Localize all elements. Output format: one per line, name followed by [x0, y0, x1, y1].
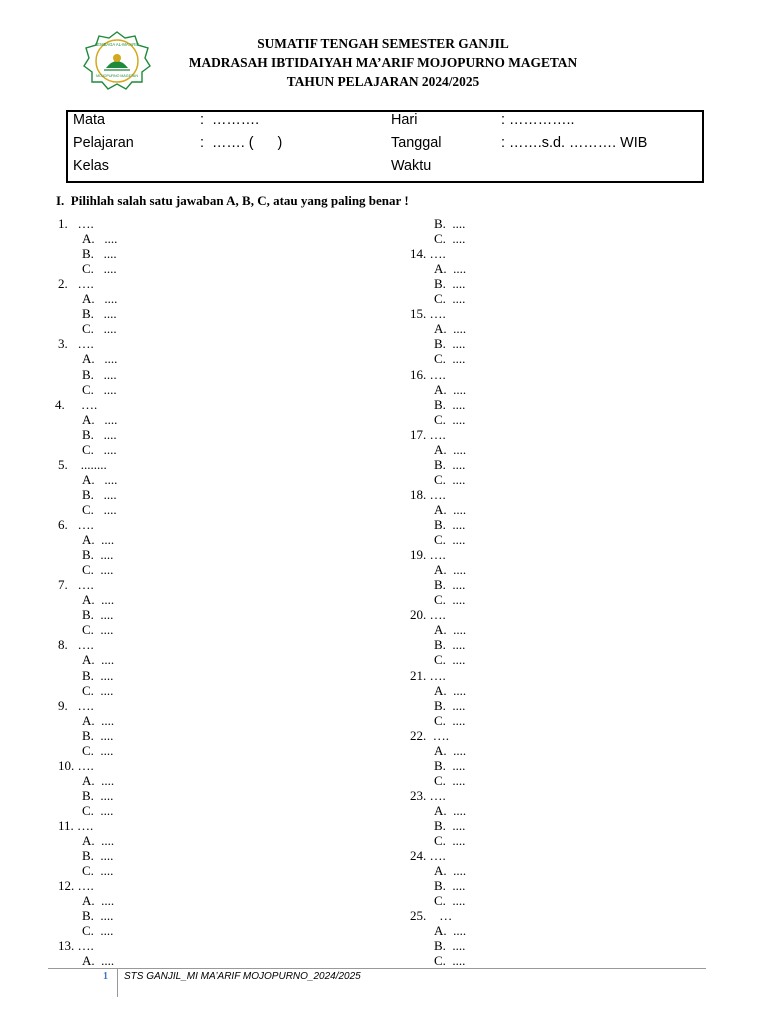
question-number: 15. ….: [410, 306, 446, 322]
answer-option-a: A. ....: [434, 742, 467, 758]
answer-option-a: A. ....: [82, 351, 118, 367]
answer-option-c: C. ....: [434, 471, 466, 487]
mata-label: Mata: [73, 112, 105, 128]
question-number: 9. ….: [58, 697, 94, 713]
answer-option-b: B. ....: [434, 878, 466, 894]
answer-option-a: A. ....: [82, 291, 118, 307]
logo-text-bottom: MOJOPURNO MAGETAN: [96, 74, 138, 78]
answer-option-c: C. ....: [82, 562, 114, 578]
question-number: 11. ….: [58, 818, 94, 833]
question-number: 2. ….: [58, 276, 94, 292]
section-instruction: I. Pilihlah salah satu jawaban A, B, C, atau yang paling benar !: [56, 193, 409, 208]
answer-option-b: B. ....: [434, 216, 466, 231]
answer-option-b: B. ....: [434, 757, 466, 773]
answer-option-a: A. ....: [82, 772, 115, 788]
answer-option-c: C. ....: [82, 501, 117, 517]
question-number: 8. ….: [58, 637, 94, 653]
answer-option-c: C. ....: [434, 652, 466, 668]
answer-option-c: C. ....: [82, 441, 117, 457]
answer-option-c: C. ....: [434, 833, 466, 849]
answer-option-c: C. ....: [434, 411, 466, 427]
question-number: 5. ........: [58, 456, 107, 472]
answer-option-b: B. ....: [82, 306, 117, 322]
answer-option-c: C. ....: [434, 712, 466, 728]
answer-option-a: A. ....: [82, 592, 115, 608]
answer-option-a: A. ....: [434, 501, 467, 517]
question-number: 1. ….: [58, 216, 94, 231]
answer-option-c: C. ....: [434, 351, 466, 367]
question-number: 19. ….: [410, 547, 446, 563]
school-logo: [82, 30, 152, 90]
answer-option-c: C. ....: [82, 802, 114, 818]
answer-option-a: A. ....: [82, 471, 118, 487]
question-number: 6. ….: [58, 517, 94, 532]
answer-option-c: C. ....: [434, 953, 466, 969]
question-number: 13. ….: [58, 938, 94, 954]
question-number: 16. ….: [410, 366, 446, 382]
question-number: 12. ….: [58, 878, 94, 894]
answer-option-b: B. ....: [434, 577, 466, 593]
pelajaran-value: : ……. ( ): [200, 135, 283, 151]
answer-option-a: A. ....: [434, 562, 467, 578]
answer-option-b: B. ....: [434, 938, 466, 954]
answer-option-b: B. ....: [434, 818, 466, 833]
answer-option-c: C. ....: [434, 772, 466, 788]
answer-option-a: A. ....: [82, 411, 118, 427]
answer-option-b: B. ....: [82, 727, 114, 743]
answer-option-a: A. ....: [434, 441, 467, 457]
header-title: SUMATIF TENGAH SEMESTER GANJIL: [257, 36, 509, 51]
header-year: TAHUN PELAJARAN 2024/2025: [286, 74, 480, 89]
footer-text: STS GANJIL_MI MA’ARIF MOJOPURNO_2024/2025: [124, 971, 361, 982]
answer-option-a: A. ....: [82, 833, 115, 849]
answer-option-c: C. ....: [434, 231, 466, 247]
answer-option-c: C. ....: [434, 532, 466, 548]
answer-option-a: A. ....: [82, 953, 115, 969]
answer-option-a: A. ....: [82, 231, 118, 247]
answer-option-a: A. ....: [82, 532, 115, 548]
answer-option-b: B. ....: [434, 336, 466, 352]
answer-option-c: C. ....: [82, 863, 114, 879]
question-number: 3. ….: [58, 336, 94, 352]
answer-option-a: A. ....: [434, 321, 467, 337]
header-school: MADRASAH IBTIDAIYAH MA’ARIF MOJOPURNO MAGETAN: [188, 55, 578, 70]
answer-option-b: B. ....: [434, 637, 466, 653]
question-number: 14. ….: [410, 246, 446, 262]
footer-divider: [48, 968, 706, 969]
answer-option-a: A. ....: [434, 381, 467, 397]
answer-option-b: B. ....: [82, 547, 114, 563]
answer-option-b: B. ....: [82, 908, 114, 924]
answer-option-b: B. ....: [434, 697, 466, 713]
exam-info-box: [66, 110, 704, 183]
answer-option-a: A. ....: [82, 652, 115, 668]
tanggal-label: Tanggal: [391, 135, 442, 151]
answer-option-a: A. ....: [434, 622, 467, 638]
answer-option-b: B. ....: [434, 276, 466, 292]
answer-option-a: A. ....: [434, 863, 467, 879]
tanggal-value: : …….s.d. ………. WIB: [501, 135, 648, 151]
question-number: 18. ….: [410, 486, 446, 502]
question-number: 7. ….: [58, 577, 94, 593]
answer-option-b: B. ....: [82, 787, 114, 803]
answer-option-c: C. ....: [82, 742, 114, 758]
answer-option-b: B. ....: [434, 517, 466, 532]
answer-option-b: B. ....: [82, 486, 117, 502]
hari-label: Hari: [391, 112, 418, 128]
answer-option-c: C. ....: [82, 261, 117, 277]
answer-option-a: A. ....: [82, 893, 115, 909]
answer-option-a: A. ....: [434, 261, 467, 277]
answer-option-b: B. ....: [82, 426, 117, 442]
question-number: 23. ….: [410, 787, 446, 803]
footer-separator: [117, 968, 118, 997]
question-number: 24. ….: [410, 848, 446, 864]
pelajaran-label: Pelajaran: [73, 135, 134, 151]
answer-option-a: A. ....: [434, 682, 467, 698]
answer-option-b: B. ....: [82, 848, 114, 864]
document-header: [150, 34, 616, 91]
kelas-label: Kelas: [73, 158, 109, 174]
answer-option-b: B. ....: [82, 607, 114, 623]
question-number: 20. ….: [410, 607, 446, 623]
question-number: 4. ….: [55, 396, 98, 412]
answer-option-b: B. ....: [82, 246, 117, 262]
answer-option-b: B. ....: [82, 667, 114, 683]
waktu-label: Waktu: [391, 158, 432, 174]
question-number: 22. ….: [410, 727, 449, 743]
mata-value: : ……….: [200, 112, 260, 128]
answer-option-a: A. ....: [82, 712, 115, 728]
answer-option-b: B. ....: [434, 456, 466, 472]
question-number: 10. ….: [58, 757, 94, 773]
logo-text-top: LEMBAGA AL-MA'ARIF: [94, 42, 140, 47]
answer-option-c: C. ....: [82, 381, 117, 397]
answer-option-c: C. ....: [434, 592, 466, 608]
answer-option-a: A. ....: [434, 923, 467, 939]
answer-option-a: A. ....: [434, 802, 467, 818]
page-number: 1: [103, 971, 108, 982]
question-number: 17. ….: [410, 426, 446, 442]
question-number: 25. …: [410, 908, 453, 924]
answer-option-c: C. ....: [82, 923, 114, 939]
answer-option-c: C. ....: [82, 622, 114, 638]
answer-option-c: C. ....: [434, 893, 466, 909]
hari-value: : …………..: [501, 112, 575, 128]
answer-option-b: B. ....: [82, 366, 117, 382]
question-number: 21. ….: [410, 667, 446, 683]
answer-option-c: C. ....: [82, 682, 114, 698]
answer-option-c: C. ....: [434, 291, 466, 307]
answer-option-b: B. ....: [434, 396, 466, 412]
answer-option-c: C. ....: [82, 321, 117, 337]
